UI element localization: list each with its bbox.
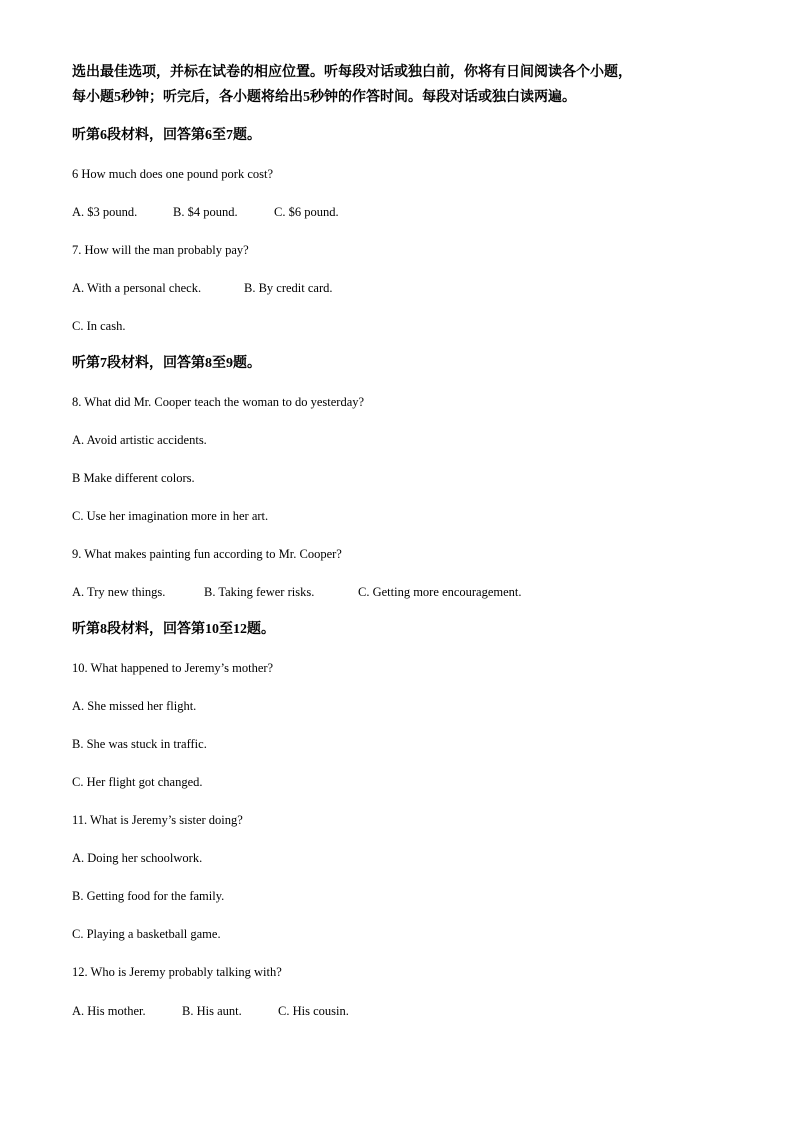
question-7-option-b: B. By credit card. — [244, 281, 333, 295]
section-heading-8: 听第8段材料，回答第10至12题。 — [72, 622, 275, 637]
question-9-options — [72, 584, 522, 600]
question-6-option-a: A. $3 pound. — [72, 205, 138, 219]
question-9-option-b: B. Taking fewer risks. — [204, 585, 315, 599]
section-heading-7: 听第7段材料，回答第8至9题。 — [72, 356, 261, 371]
question-7-option-a: A. With a personal check. — [72, 281, 202, 295]
question-6: 6 How much does one pound pork cost? — [72, 167, 274, 181]
instructions-line-2: 每小题5秒钟；听完后，各小题将给出5秒钟的作答时间。每段对话或独白读两遍。 — [72, 90, 576, 105]
question-6-option-c: C. $6 pound. — [274, 205, 339, 219]
question-8-option-c: C. Use her imagination more in her art. — [72, 509, 269, 523]
question-9: 9. What makes painting fun according to Mr. Cooper? — [72, 547, 342, 561]
question-12-option-a: A. His mother. — [72, 1004, 146, 1018]
question-6-option-b: B. $4 pound. — [173, 205, 238, 219]
question-7-options — [72, 280, 333, 296]
question-12: 12. Who is Jeremy probably talking with? — [72, 965, 282, 979]
question-10-option-c: C. Her flight got changed. — [72, 775, 203, 789]
question-9-option-c: C. Getting more encouragement. — [358, 585, 522, 599]
question-10-option-b: B. She was stuck in traffic. — [72, 737, 207, 751]
instructions-line-1: 选出最佳选项，并标在试卷的相应位置。听每段对话或独白前，你将有日间阅读各个小题， — [72, 65, 632, 80]
question-11-option-a: A. Doing her schoolwork. — [72, 851, 203, 865]
question-10: 10. What happened to Jeremy’s mother? — [72, 661, 274, 675]
question-11-option-b: B. Getting food for the family. — [72, 889, 225, 903]
question-6-options — [72, 204, 339, 220]
question-8-option-b: B Make different colors. — [72, 471, 195, 485]
question-7: 7. How will the man probably pay? — [72, 243, 249, 257]
question-11-option-c: C. Playing a basketball game. — [72, 927, 221, 941]
question-7-option-c: C. In cash. — [72, 319, 126, 333]
question-10-option-a: A. She missed her flight. — [72, 699, 197, 713]
question-11: 11. What is Jeremy’s sister doing? — [72, 813, 243, 827]
question-12-option-b: B. His aunt. — [182, 1004, 242, 1018]
question-9-option-a: A. Try new things. — [72, 585, 166, 599]
question-12-option-c: C. His cousin. — [278, 1004, 349, 1018]
question-8-option-a: A. Avoid artistic accidents. — [72, 433, 207, 447]
section-heading-6: 听第6段材料，回答第6至7题。 — [72, 128, 261, 143]
question-12-options — [72, 1003, 349, 1019]
question-8: 8. What did Mr. Cooper teach the woman to do yesterday? — [72, 395, 365, 409]
